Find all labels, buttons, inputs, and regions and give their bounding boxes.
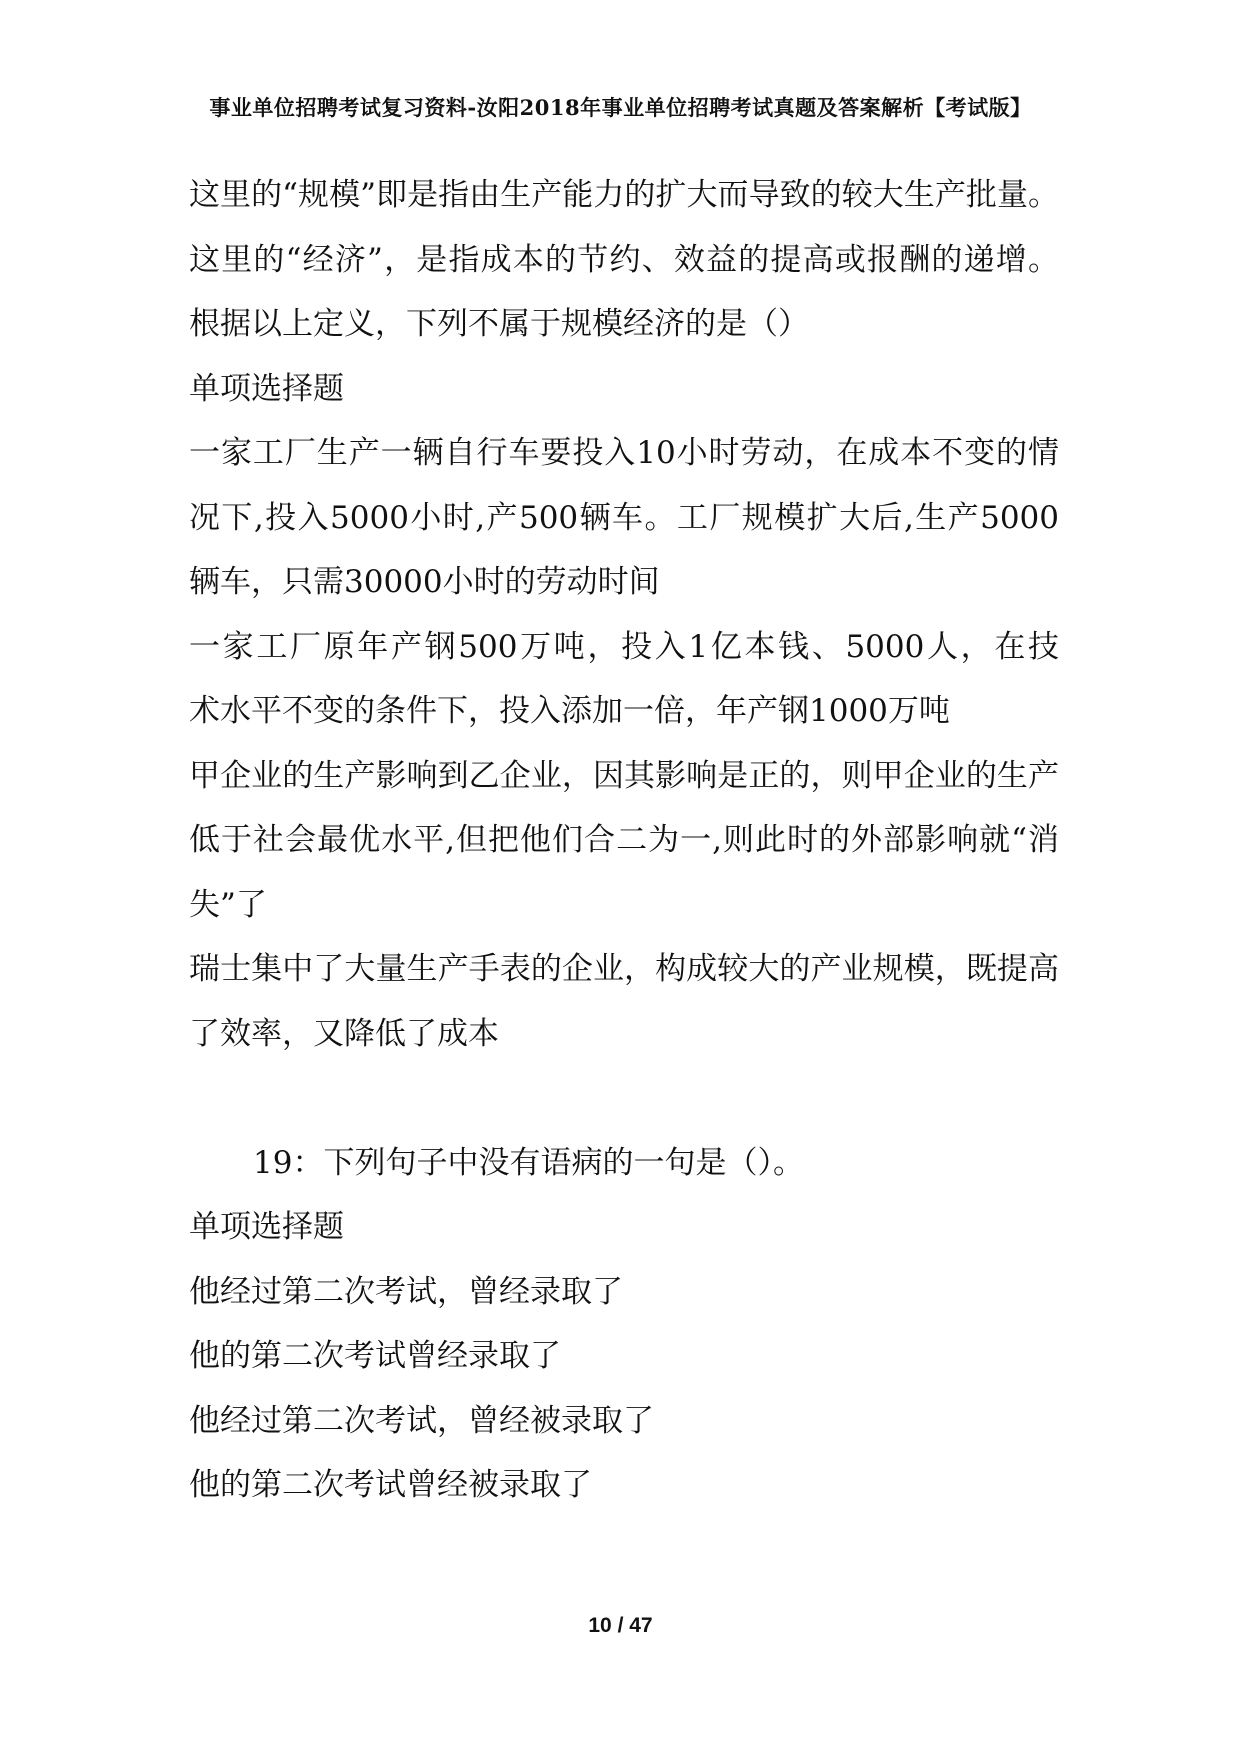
option-line: 辆车，只需30000小时的劳动时间 (189, 564, 660, 600)
question-19-stem: 19：下列句子中没有语病的一句是（）。 (253, 1144, 804, 1181)
question-type-label: 单项选择题 (189, 370, 344, 407)
option-line: 一家工厂生产一辆自行车要投入10小时劳动，在成本不变的情 (189, 435, 1059, 471)
option-a (189, 421, 1059, 615)
option-line: 术水平不变的条件下，投入添加一倍，年产钢1000万吨 (189, 693, 950, 729)
page-header: 事业单位招聘考试复习资料-汝阳2018年事业单位招聘考试真题及答案解析【考试版】 (209, 95, 1032, 120)
question-type-label: 单项选择题 (189, 1209, 344, 1245)
document-body (189, 163, 1059, 1518)
option-line: 了效率，又降低了成本 (189, 1015, 499, 1052)
option-a: 他经过第二次考试，曾经录取了 (189, 1273, 623, 1310)
page-number: 10 / 47 (588, 1614, 653, 1637)
option-c (189, 744, 1059, 938)
option-b (189, 615, 1059, 744)
option-b: 他的第二次考试曾经录取了 (189, 1338, 561, 1374)
option-line: 况下,投入5000小时,产500辆车。工厂规模扩大后,生产5000 (189, 499, 1059, 536)
option-line: 低于社会最优水平,但把他们合二为一,则此时的外部影响就“消 (189, 822, 1059, 858)
definition-line: 这里的“经济”，是指成本的节约、效益的提高或报酬的递增。 (189, 241, 1059, 278)
option-d: 他的第二次考试曾经被录取了 (189, 1467, 592, 1503)
section-spacer (189, 1066, 1059, 1131)
option-d (189, 937, 1059, 1066)
option-line: 失”了 (189, 886, 267, 923)
option-c: 他经过第二次考试，曾经被录取了 (189, 1402, 654, 1439)
option-line: 一家工厂原年产钢500万吨，投入1亿本钱、5000人，在技 (189, 628, 1059, 665)
question-stem: 根据以上定义，下列不属于规模经济的是（） (189, 306, 809, 342)
option-line: 瑞士集中了大量生产手表的企业，构成较大的产业规模，既提高 (189, 951, 1059, 987)
option-line: 甲企业的生产影响到乙企业，因其影响是正的，则甲企业的生产 (189, 757, 1059, 794)
definition-line: 这里的“规模”即是指由生产能力的扩大而导致的较大生产批量。 (189, 177, 1059, 213)
